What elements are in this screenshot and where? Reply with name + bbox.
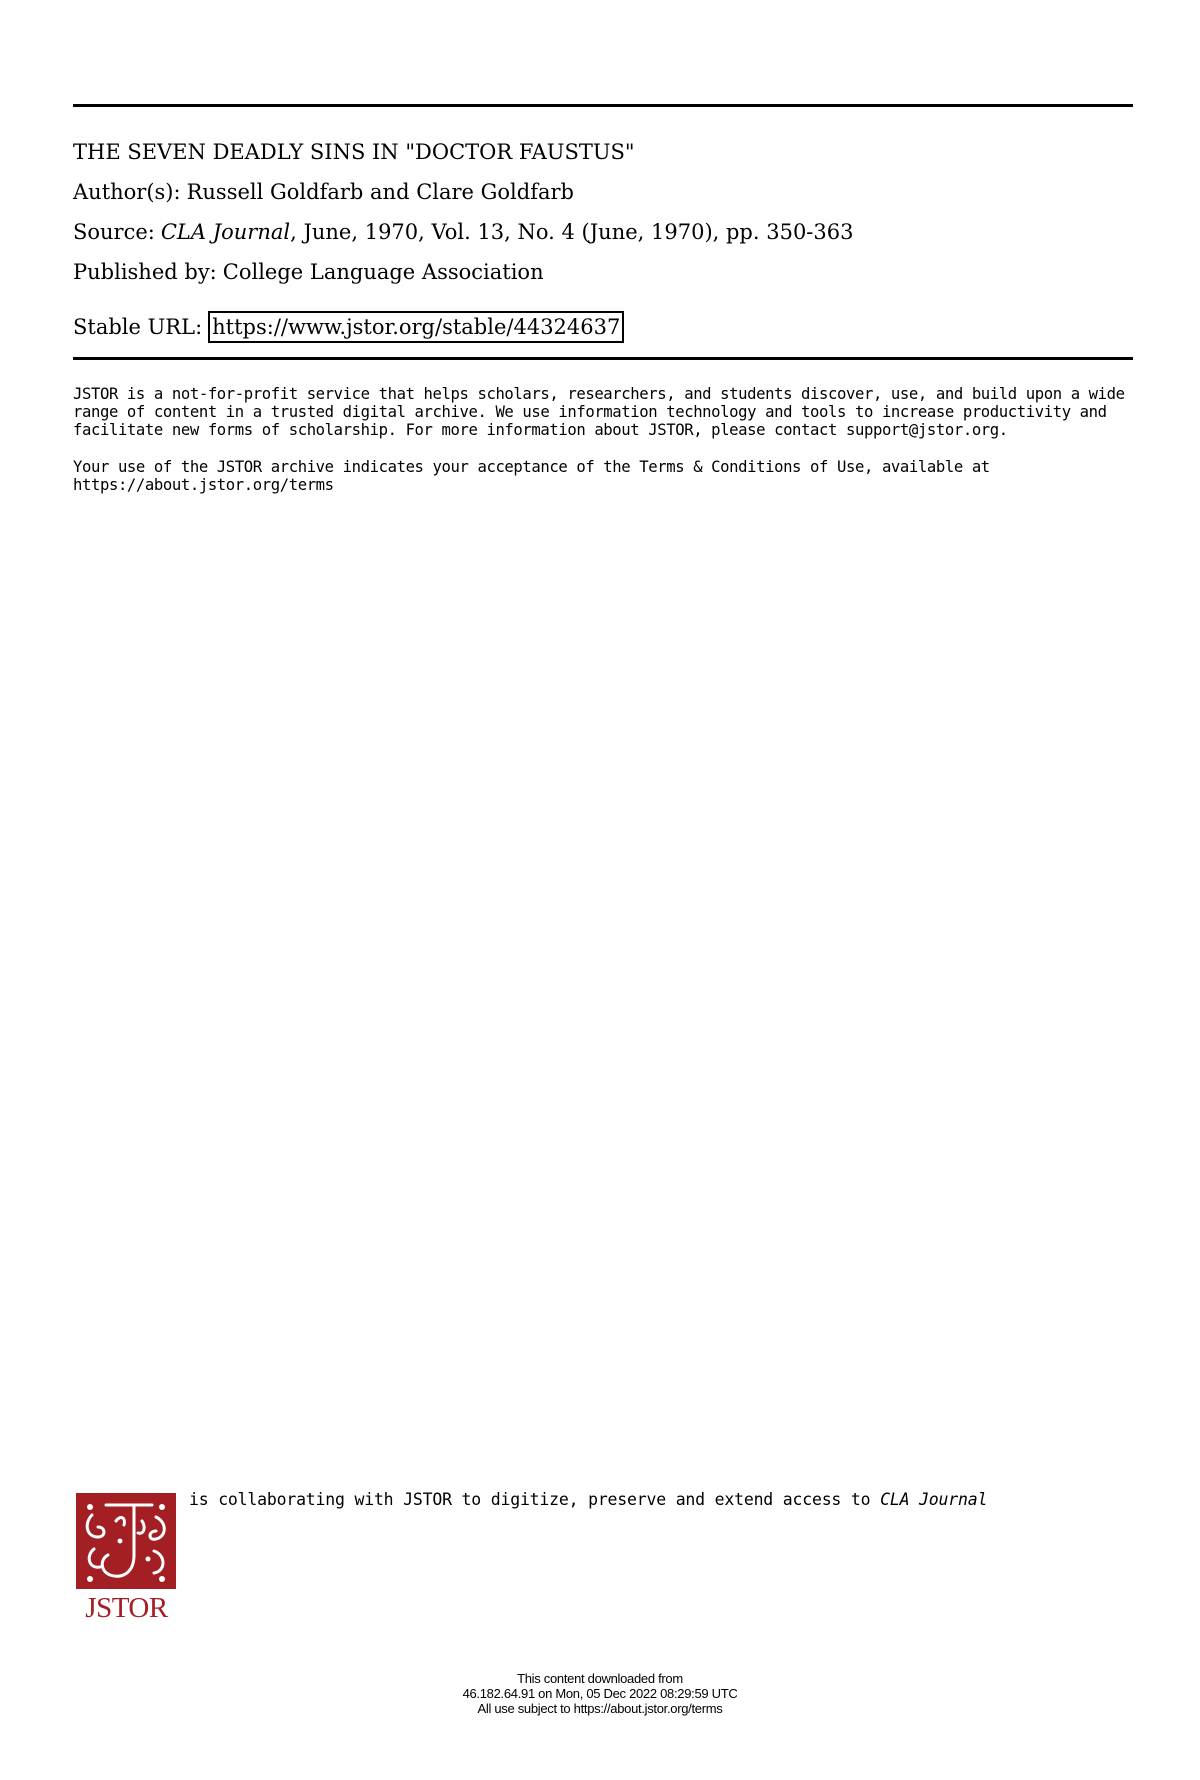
collaboration-statement bbox=[189, 1490, 987, 1510]
top-rule bbox=[73, 104, 1133, 107]
collaboration-journal: CLA Journal bbox=[880, 1490, 988, 1509]
jstor-logo bbox=[76, 1493, 177, 1623]
publisher-label: Published by: bbox=[73, 260, 217, 284]
source-details: , June, 1970, Vol. 13, No. 4 (June, 1970), pp. 350-363 bbox=[290, 220, 854, 244]
article-title: THE SEVEN DEADLY SINS IN "DOCTOR FAUSTUS" bbox=[73, 140, 635, 164]
authors-value: Russell Goldfarb and Clare Goldfarb bbox=[186, 180, 574, 204]
authors-label: Author(s): bbox=[73, 180, 181, 204]
footer-line-3: All use subject to https://about.jstor.org/terms bbox=[477, 1701, 723, 1716]
source-label: Source: bbox=[73, 220, 155, 244]
footer-line-2: 46.182.64.91 on Mon, 05 Dec 2022 08:29:59 UTC bbox=[462, 1686, 738, 1701]
footer-line-1: This content downloaded from bbox=[517, 1671, 683, 1686]
jstor-wordmark: JSTOR bbox=[85, 1592, 168, 1624]
stable-url-label: Stable URL: bbox=[73, 315, 203, 339]
publisher-value: College Language Association bbox=[222, 260, 544, 284]
jstor-notice-paragraph: JSTOR is a not-for-profit service that helps scholars, researchers, and students discover, use, and build upon a wide range of content in a trusted digital archive. We use information technology and tools to increase productivity and facilitate new forms of scholarship. For more information about JSTOR, please contact support@jstor.org. bbox=[73, 385, 1125, 439]
publisher-line bbox=[73, 259, 544, 285]
jstor-emblem-icon bbox=[76, 1493, 176, 1589]
collaboration-text: is collaborating with JSTOR to digitize, preserve and extend access to bbox=[189, 1490, 871, 1509]
source-journal: CLA Journal bbox=[160, 220, 291, 244]
terms-notice-paragraph: Your use of the JSTOR archive indicates your acceptance of the Terms & Conditions of Use, available at https://about.jstor.org/terms bbox=[73, 458, 990, 494]
stable-url-line bbox=[73, 311, 624, 343]
stable-url-link[interactable]: https://www.jstor.org/stable/44324637 bbox=[208, 311, 624, 343]
download-footer bbox=[300, 1671, 900, 1716]
source-line bbox=[73, 219, 853, 245]
middle-rule bbox=[73, 357, 1133, 360]
authors-line bbox=[73, 179, 574, 205]
